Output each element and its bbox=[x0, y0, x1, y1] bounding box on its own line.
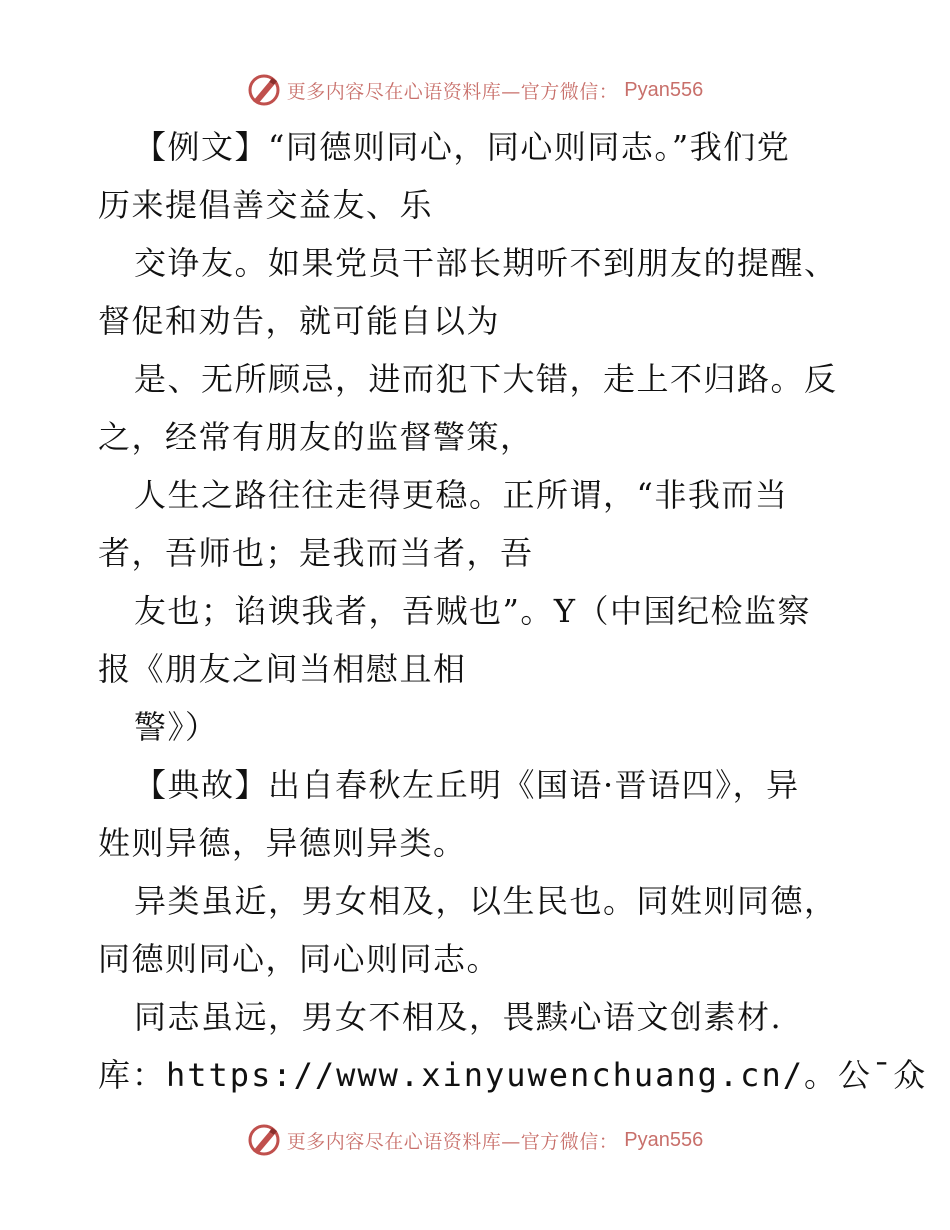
text-line: 报《朋友之间当相慰且相 bbox=[98, 650, 467, 688]
text-line: 人生之路往往走得更稳。正所谓，“非我而当 bbox=[134, 476, 789, 514]
text-line: 姓则异德，异德则异类。 bbox=[98, 824, 467, 862]
banner-text: 更多内容尽在心语资料库—官方微信： bbox=[286, 80, 619, 103]
text-line: 警》） bbox=[134, 708, 219, 746]
text-line: 异类虽近，男女相及，以生民也。同姓则同德， bbox=[134, 882, 838, 920]
banner-text: 更多内容尽在心语资料库—官方微信： bbox=[286, 1130, 619, 1153]
text-line: 历来提倡善交益友、乐 bbox=[98, 186, 434, 224]
pen-logo-icon bbox=[247, 73, 281, 107]
banner-wechat-id: Pyan556 bbox=[624, 78, 704, 101]
text-line: 【典故】出自春秋左丘明《国语·晋语四》，异 bbox=[134, 766, 800, 804]
banner-wechat-id: Pyan556 bbox=[624, 1128, 704, 1151]
text-line: 交诤友。如果党员干部长期听不到朋友的提醒、 bbox=[134, 244, 838, 282]
text-line: 同志虽远，男女不相及，畏黩心语文创素材. bbox=[134, 998, 783, 1036]
text-line-url: 库：https://www.xinyuwenchuang.cn/。公¯众 bbox=[98, 1056, 928, 1094]
text-line: 之，经常有朋友的监督警策， bbox=[98, 418, 534, 456]
header-banner bbox=[0, 70, 950, 110]
text-line: 是、无所顾忌，进而犯下大错，走上不归路。反 bbox=[134, 360, 838, 398]
text-line: 者，吾师也；是我而当者，吾 bbox=[98, 534, 534, 572]
pen-logo-icon bbox=[247, 1123, 281, 1157]
text-line: 督促和劝告，就可能自以为 bbox=[98, 302, 501, 340]
text-line: 同德则同心，同心则同志。 bbox=[98, 940, 501, 978]
footer-banner bbox=[0, 1120, 950, 1160]
text-line: 【例文】“同德则同心，同心则同志。”我们党 bbox=[134, 128, 791, 166]
text-line: 友也；谄谀我者，吾贼也”。Y（中国纪检监察 bbox=[134, 592, 811, 630]
document-body bbox=[98, 118, 928, 1104]
